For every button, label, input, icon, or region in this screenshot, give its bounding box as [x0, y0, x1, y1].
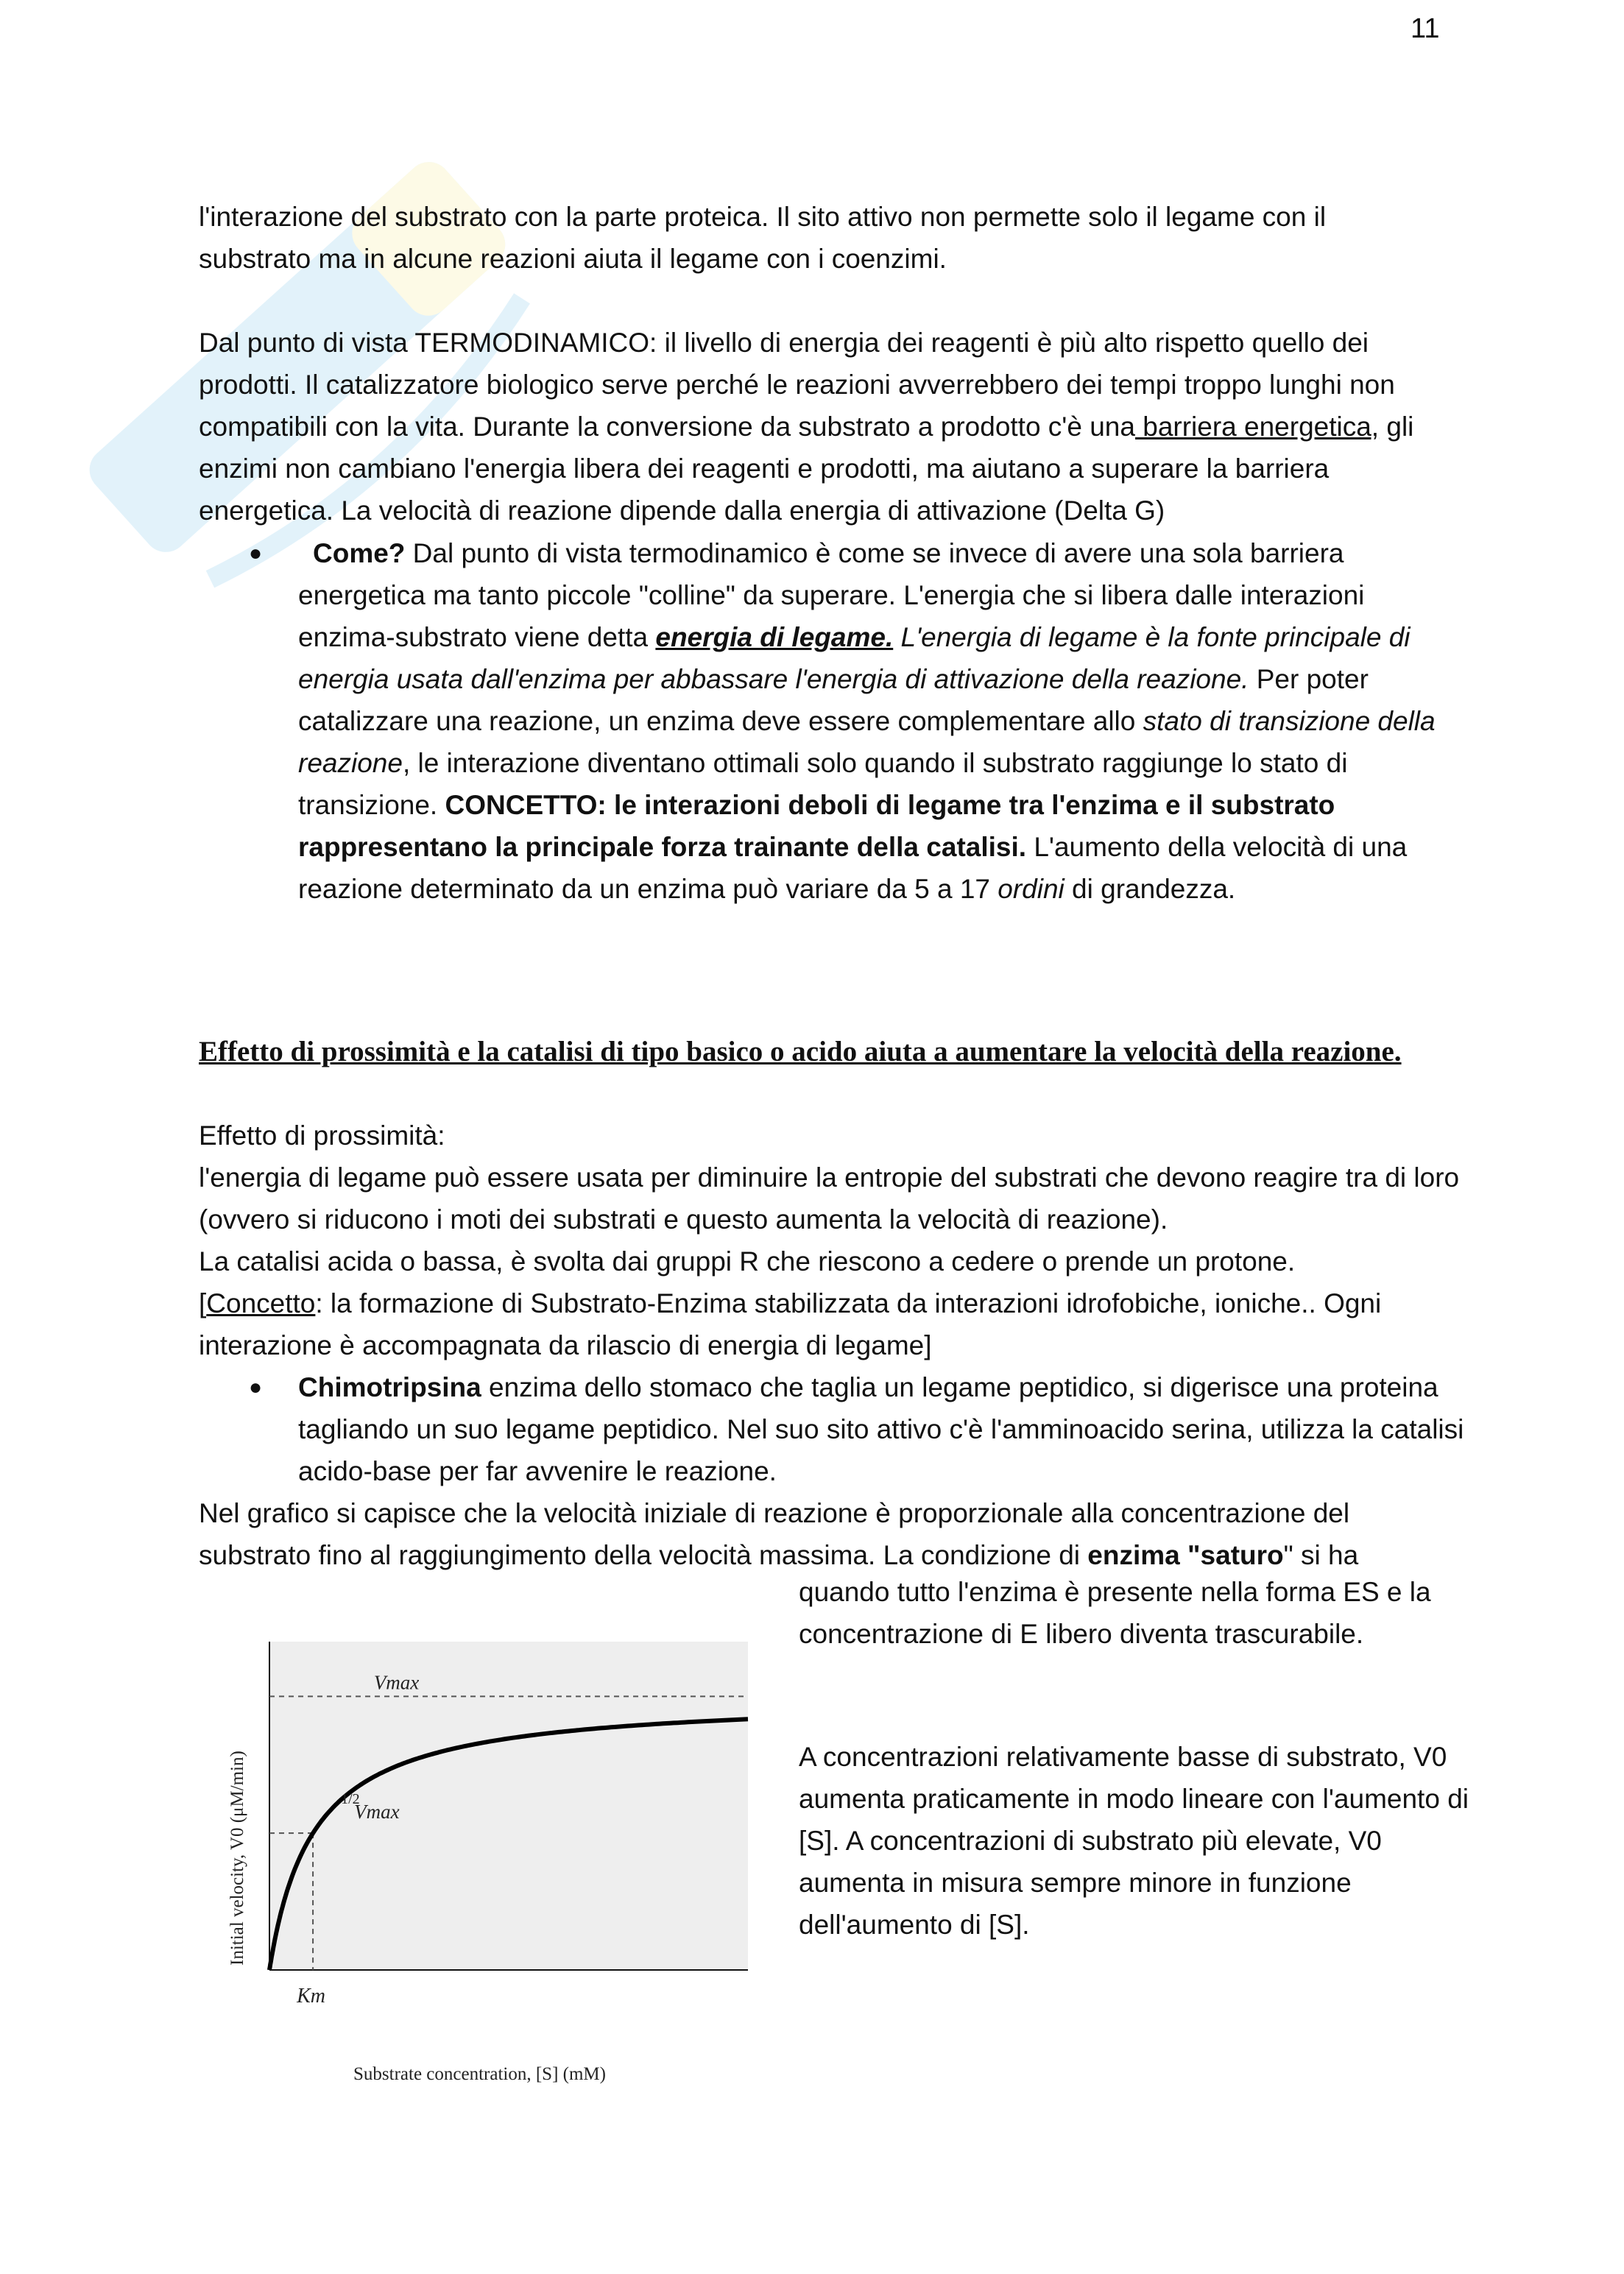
- bullet-dot-chimo: ●: [249, 1375, 263, 1399]
- concetto-bold: CONCETTO: le interazioni deboli di legame tra l'enzima e il substrato rappresentano la principale forza trainante della catalisi.: [298, 790, 1335, 862]
- come-text-1: Dal punto di vista termodinamico è come se invece di avere una sola barriera energetica ma tanto piccole "colline" da superare. L'energia che si libera dalle interazioni enzima-substrato viene detta: [298, 538, 1365, 652]
- concetto-paragraph: [199, 1282, 1465, 1366]
- chimotripsina-text: enzima dello stomaco che taglia un legame peptidico, si digerisce una proteina tagliando un suo legame peptidico. Nel suo sito attivo c'è l'amminoacido serina, utilizza la catalisi acido-base per far avvenire le reazione.: [298, 1372, 1464, 1486]
- prossimita-heading: Effetto di prossimità:: [199, 1120, 445, 1151]
- ordini: ordini: [998, 874, 1065, 904]
- half-vmax-label: Vmax: [354, 1801, 400, 1823]
- thermo-text-1: Dal punto di vista TERMODINAMICO: il livello di energia dei reagenti è più alto rispetto quello dei prodotti. Il catalizzatore biologico serve perché le reazioni avverrebbero dei tempi troppo lunghi non compatibili con la vita. Durante la conversione da substrato a prodotto c'è una: [199, 328, 1395, 442]
- grafico-right-text-1: quando tutto l'enzima è presente nella forma ES e la concentrazione di E libero diventa trascurabile.: [799, 1577, 1431, 1649]
- half-fraction-label: 1/2: [341, 1791, 360, 1808]
- y-axis-label: Initial velocity, V0 (μM/min): [227, 1751, 247, 1966]
- concetto-bracket: [: [199, 1288, 207, 1318]
- enzima-saturo: enzima "saturo: [1087, 1540, 1284, 1570]
- intro-line-2: substrato ma in alcune reazioni aiuta il legame con i coenzimi.: [199, 244, 947, 274]
- thermo-text-2: gli enzimi non cambiano l'energia libera dei reagenti e prodotti, ma aiutano a superare la barriera energetica. La velocità di reazione dipende dalla energia di attivazione (Delta G): [199, 412, 1414, 526]
- come-text-2: L'energia di legame è la fonte principale di energia usata dall'enzima per abbassare l'energia di attivazione della reazione.: [298, 622, 1411, 694]
- barriera-energetica: barriera energetica,: [1134, 412, 1380, 442]
- vmax-label: Vmax: [373, 1671, 420, 1694]
- thermo-paragraph: [199, 322, 1465, 532]
- catalisi-paragraph: La catalisi acida o bassa, è svolta dai gruppi R che riescono a cedere o prende un protone.: [199, 1246, 1296, 1277]
- come-text-3: Per poter catalizzare una reazione, un enzima deve essere complementare allo: [298, 664, 1369, 736]
- grafico-text-2: " si ha: [1283, 1540, 1359, 1570]
- come-text-6: di grandezza.: [1064, 874, 1236, 904]
- come-text-5: L'aumento della velocità di una reazione determinato da un enzima può variare da 5 a 17: [298, 832, 1408, 904]
- section-title: Effetto di prossimità e la catalisi di tipo basico o acido aiuta a aumentare la velocità della reazione.: [199, 1036, 1402, 1067]
- grafico-right-text-2: A concentrazioni relativamente basse di substrato, V0 aumenta praticamente in modo lineare con l'aumento di [S]. A concentrazioni di substrato più elevate, V0 aumenta in misura sempre minore in funzione dell'aumento di [S].: [799, 1742, 1469, 1940]
- energia-di-legame: energia di legame.: [655, 622, 894, 652]
- x-axis-label: Substrate concentration, [S] (mM): [353, 2064, 606, 2084]
- stato-di-transizione: stato di transizione della reazione: [298, 706, 1436, 778]
- chimotripsina-label: Chimotripsina: [298, 1372, 481, 1402]
- bullet-dot-come: ●: [249, 541, 263, 565]
- michaelis-menten-chart: [221, 1634, 766, 2091]
- bullet-come: [298, 532, 1465, 910]
- come-text-4: , le interazione diventano ottimali solo quando il substrato raggiunge lo stato di transizione.: [298, 748, 1348, 820]
- concetto-word: Concetto: [206, 1288, 316, 1318]
- grafico-text-1: Nel grafico si capisce che la velocità iniziale di reazione è proporzionale alla concentrazione del substrato fino al raggiungimento della velocità massima. La condizione di: [199, 1498, 1350, 1570]
- bullet-chimotripsina: [298, 1366, 1465, 1492]
- intro-line-1: l'interazione del substrato con la parte proteica. Il sito attivo non permette solo il legame con il: [199, 202, 1327, 232]
- grafico-paragraph: [199, 1492, 1465, 1576]
- page-number: 11: [1411, 13, 1440, 44]
- come-label: Come?: [313, 538, 406, 568]
- concetto-rest: : la formazione di Substrato-Enzima stabilizzata da interazioni idrofobiche, ioniche.. Ogni interazione è accompagnata da rilascio di energia di legame]: [199, 1288, 1382, 1360]
- prossimita-paragraph: l'energia di legame può essere usata per diminuire la entropie del substrati che devono reagire tra di loro (ovvero si riducono i moti dei substrati e questo aumenta la velocità di reazione).: [199, 1162, 1460, 1235]
- km-label: Km: [297, 1985, 325, 2008]
